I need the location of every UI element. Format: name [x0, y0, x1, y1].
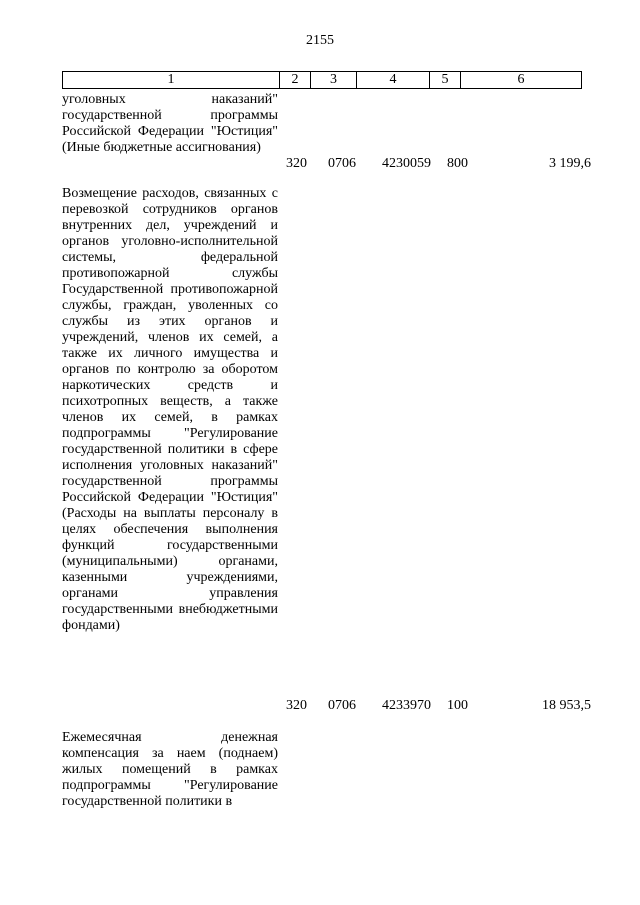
column-header-5: 5: [430, 72, 461, 89]
column-header-2: 2: [280, 72, 311, 89]
column-header-3: 3: [311, 72, 357, 89]
row-description: Ежемесячная денежная компенсация за наем (поднаем) жилых помещений в рамках подпрограммы "Регулирование государственной политики в: [62, 730, 278, 809]
row-col2: 320: [286, 698, 307, 713]
row-description: Возмещение расходов, связанных с перевозкой сотрудников органов внутренних дел, учреждений и органов уголовно-исполнительной системы, федеральной противопожарной службы Государственной противопожарной службы, граждан, уволенных со службы из этих органов и учреждений, членов их семей, а также их личного имущества и органов по контролю за оборотом наркотических средств и психотропных веществ, а также членов их семей, в рамках подпрограммы "Регулирование государственной политики в сфере исполнения уголовных наказаний" государственной программы Российской Федерации "Юстиция" (Расходы на выплаты персоналу в целях обеспечения выполнения функций государственными (муниципальными) органами, казенными учреждениями, органами управления государственными внебюджетными фондами): [62, 186, 278, 633]
column-header-6: 6: [461, 72, 582, 89]
row-col2: 320: [286, 156, 307, 171]
row-col6: 3 199,6: [549, 156, 591, 171]
page-number: 2155: [306, 33, 334, 48]
row-description: уголовных наказаний" государственной программы Российской Федерации "Юстиция" (Иные бюджетные ассигнования): [62, 92, 278, 155]
row-col5: 100: [447, 698, 468, 713]
table-row: [62, 730, 592, 810]
row-col3: 0706: [328, 156, 356, 171]
column-header-4: 4: [357, 72, 430, 89]
row-col6: 18 953,5: [542, 698, 591, 713]
column-header-table: [62, 71, 582, 89]
column-header-row: [63, 72, 582, 89]
table-row: [62, 186, 592, 713]
row-col4: 4230059: [382, 156, 431, 171]
column-header-1: 1: [63, 72, 280, 89]
row-col5: 800: [447, 156, 468, 171]
table-row: [62, 92, 592, 171]
row-col4: 4233970: [382, 698, 431, 713]
row-col3: 0706: [328, 698, 356, 713]
